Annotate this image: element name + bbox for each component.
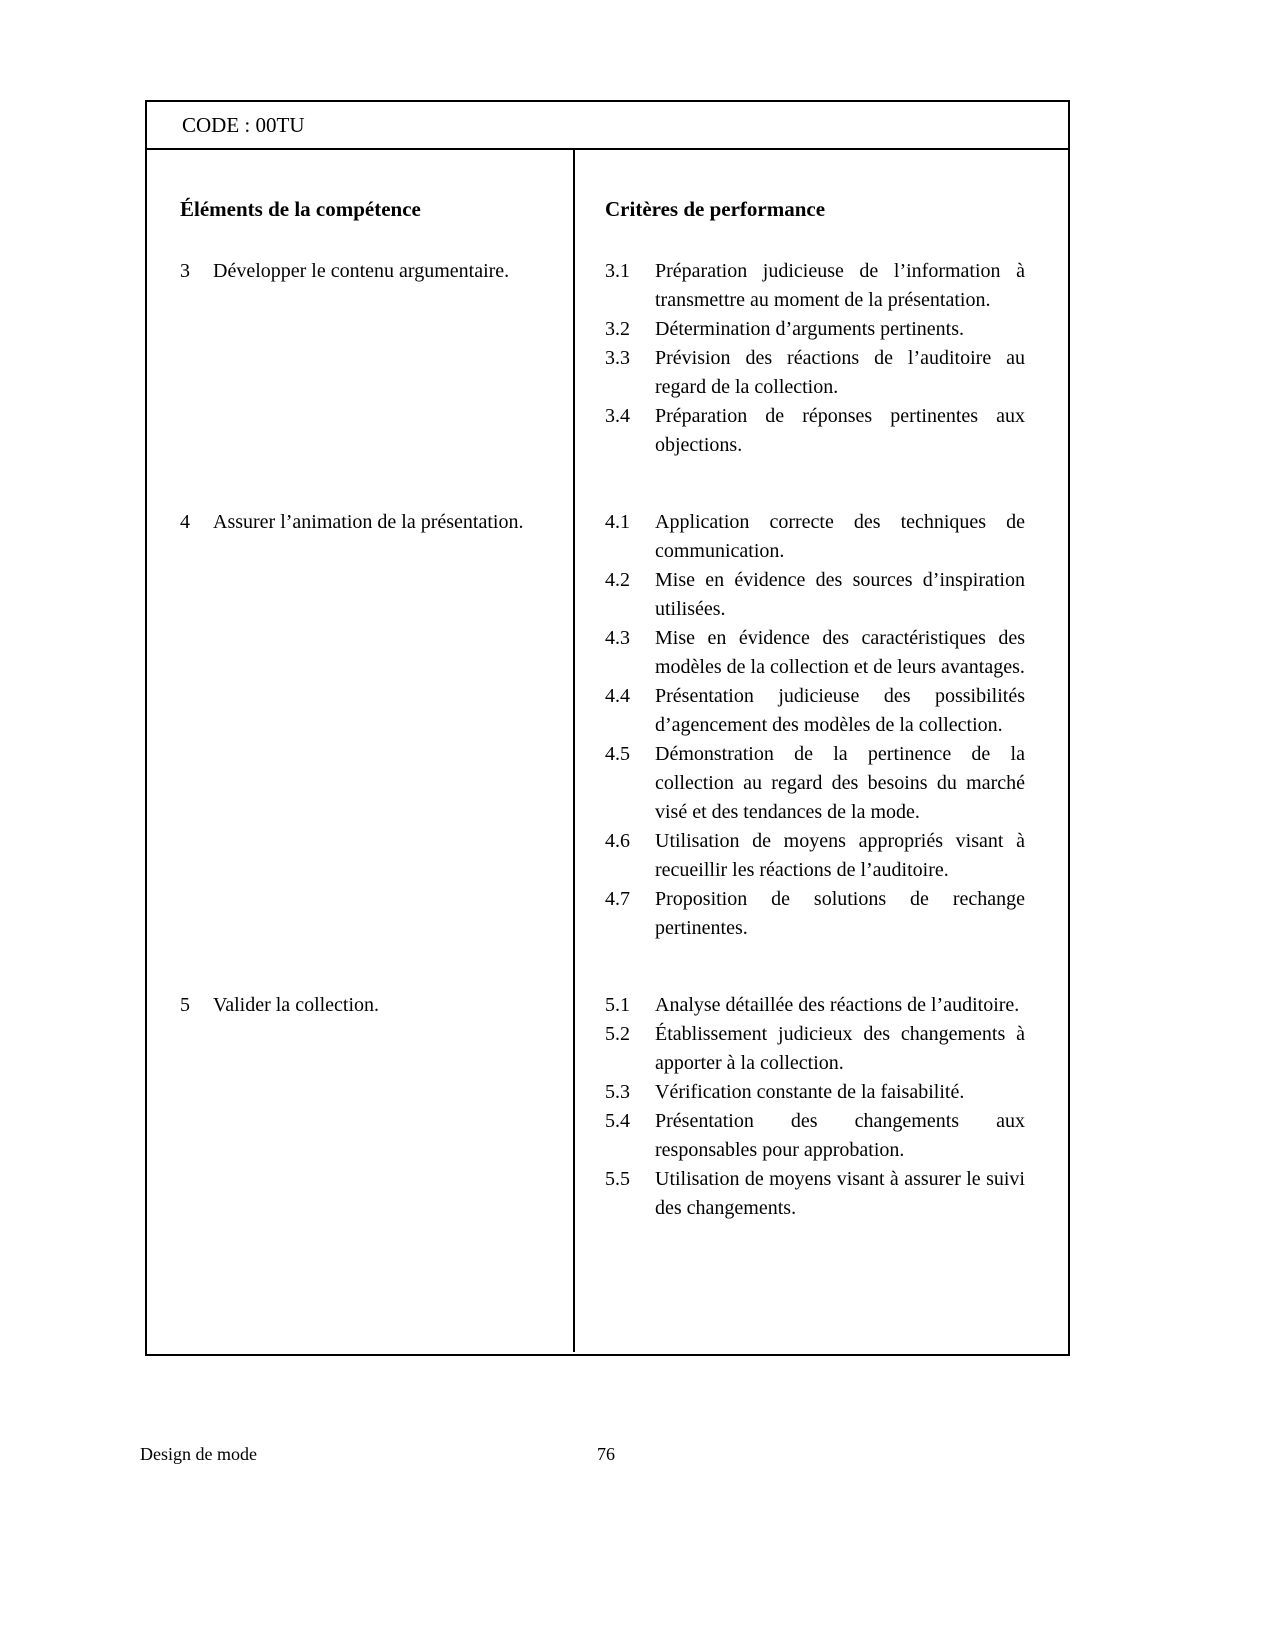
group-row-3 <box>147 257 1068 460</box>
criterion-number: 3.3 <box>605 347 630 369</box>
group-row-5 <box>147 991 1068 1223</box>
criterion-item <box>605 344 1025 402</box>
criterion-item <box>605 1165 1025 1223</box>
criterion-text: Présentation judicieuse des possibilités d’agencement des modèles de la collection. <box>655 685 1025 736</box>
code-header-row <box>147 102 1068 150</box>
criterion-text: Préparation judicieuse de l’information à transmettre au moment de la présentation. <box>655 260 1025 311</box>
element-number: 3 <box>180 260 190 282</box>
criterion-item <box>605 257 1025 315</box>
footer-document-title: Design de mode <box>140 1444 257 1464</box>
criterion-item <box>605 740 1025 827</box>
element-number: 4 <box>180 511 190 533</box>
element-item <box>180 991 530 1020</box>
criterion-text: Mise en évidence des sources d’inspiration utilisées. <box>655 569 1025 620</box>
element-number: 5 <box>180 994 190 1016</box>
criterion-number: 5.4 <box>605 1110 630 1132</box>
criterion-number: 4.7 <box>605 888 630 910</box>
criterion-item <box>605 827 1025 885</box>
criterion-text: Prévision des réactions de l’auditoire au regard de la collection. <box>655 347 1025 398</box>
element-text: Assurer l’animation de la présentation. <box>213 511 524 533</box>
element-text: Valider la collection. <box>213 994 380 1016</box>
criterion-item <box>605 508 1025 566</box>
criterion-number: 4.3 <box>605 627 630 649</box>
criterion-text: Mise en évidence des caractéristiques des modèles de la collection et de leurs avantages. <box>655 627 1025 678</box>
criterion-text: Préparation de réponses pertinentes aux objections. <box>655 405 1025 456</box>
criterion-text: Proposition de solutions de rechange pertinentes. <box>655 888 1025 939</box>
criterion-text: Présentation des changements aux responsables pour approbation. <box>655 1110 1025 1161</box>
criterion-item <box>605 1107 1025 1165</box>
criterion-text: Démonstration de la pertinence de la collection au regard des besoins du marché visé et des tendances de la mode. <box>655 743 1025 823</box>
criterion-number: 3.1 <box>605 260 630 282</box>
criterion-number: 4.5 <box>605 743 630 765</box>
criterion-item <box>605 885 1025 943</box>
criterion-text: Utilisation de moyens appropriés visant à recueillir les réactions de l’auditoire. <box>655 830 1025 881</box>
right-column-header: Critères de performance <box>605 197 826 221</box>
criterion-item <box>605 624 1025 682</box>
criterion-item <box>605 1020 1025 1078</box>
criterion-text: Vérification constante de la faisabilité. <box>655 1081 965 1103</box>
element-text: Développer le contenu argumentaire. <box>213 260 510 282</box>
criterion-text: Application correcte des techniques de communication. <box>655 511 1025 562</box>
criterion-number: 4.2 <box>605 569 630 591</box>
criterion-text: Analyse détaillée des réactions de l’auditoire. <box>655 994 1020 1016</box>
criterion-item <box>605 682 1025 740</box>
table-body <box>147 150 1068 1352</box>
competence-table <box>145 100 1070 1356</box>
column-divider <box>573 150 575 1352</box>
element-item <box>180 257 530 286</box>
criterion-number: 5.1 <box>605 994 630 1016</box>
criterion-text: Établissement judicieux des changements à apporter à la collection. <box>655 1023 1025 1074</box>
element-item <box>180 508 530 537</box>
criterion-text: Utilisation de moyens visant à assurer le suivi des changements. <box>655 1168 1025 1219</box>
criterion-number: 4.1 <box>605 511 630 533</box>
criterion-item <box>605 1078 1025 1107</box>
footer-page-number: 76 <box>597 1444 615 1464</box>
code-label: CODE : 00TU <box>182 112 305 137</box>
left-column-header: Éléments de la compétence <box>180 197 421 221</box>
group-row-4 <box>147 508 1068 943</box>
criterion-number: 3.2 <box>605 318 630 340</box>
criterion-item <box>605 991 1025 1020</box>
column-headers-row <box>147 150 1068 224</box>
criterion-text: Détermination d’arguments pertinents. <box>655 318 964 340</box>
criterion-number: 3.4 <box>605 405 630 427</box>
criterion-number: 4.4 <box>605 685 630 707</box>
criterion-number: 5.3 <box>605 1081 630 1103</box>
criterion-number: 5.2 <box>605 1023 630 1045</box>
criterion-item <box>605 402 1025 460</box>
criterion-item <box>605 566 1025 624</box>
criterion-item <box>605 315 1025 344</box>
criterion-number: 5.5 <box>605 1168 630 1190</box>
criterion-number: 4.6 <box>605 830 630 852</box>
